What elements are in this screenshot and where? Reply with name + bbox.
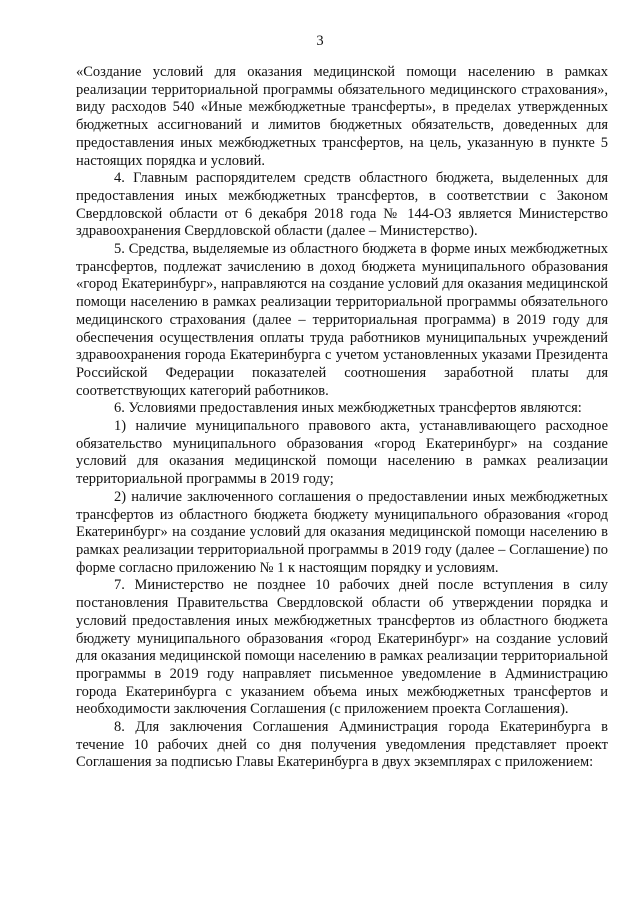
paragraph-condition-1: 1) наличие муниципального правового акта, устанавливающего расходное обязательство муниципального образования «город Екатеринбург» на создание условий для оказания медицинской помощи населению в рамках реализации территориальной программы в 2019 году;: [76, 418, 608, 488]
document-body: [76, 64, 608, 772]
paragraph-clause-7: 7. Министерство не позднее 10 рабочих дней после вступления в силу постановления Правительства Свердловской области об утверждении порядка и условий предоставления иных межбюджетных трансфертов из областного бюджета бюджету муниципального образования «город Екатеринбург» на создание условий для оказания медицинской помощи населению в рамках реализации территориальной программы в 2019 году направляет письменное уведомление в Администрацию города Екатеринбурга с указанием объема иных межбюджетных трансфертов и необходимости заключения Соглашения (с приложением проекта Соглашения).: [76, 577, 608, 718]
paragraph-continuation: «Создание условий для оказания медицинской помощи населению в рамках реализации территориальной программы обязательного медицинского страхования», виду расходов 540 «Иные межбюджетные трансферты», в пределах утвержденных бюджетных ассигнований и лимитов бюджетных обязательств, доведенных для предоставления иных межбюджетных трансфертов, на цель, указанную в пункте 5 настоящих порядка и условий.: [76, 64, 608, 169]
paragraph-clause-4: 4. Главным распорядителем средств областного бюджета, выделенных для предоставления иных межбюджетных трансфертов, в соответствии с Законом Свердловской области от 6 декабря 2018 года № 144-ОЗ является Министерство здравоохранения Свердловской области (далее – Министерство).: [76, 170, 608, 240]
paragraph-clause-6: 6. Условиями предоставления иных межбюджетных трансфертов являются:: [114, 400, 582, 417]
page-number: 3: [316, 33, 324, 49]
paragraph-clause-8: 8. Для заключения Соглашения Администрация города Екатеринбурга в течение 10 рабочих дней со дня получения уведомления представляет проект Соглашения за подписью Главы Екатеринбурга в двух экземплярах с приложением:: [76, 719, 608, 771]
paragraph-clause-5: 5. Средства, выделяемые из областного бюджета в форме иных межбюджетных трансфертов, подлежат зачислению в доход бюджета муниципального образования «город Екатеринбург», направляются на создание условий для оказания медицинской помощи населению в рамках реализации территориальной программы обязательного медицинского страхования (далее – территориальная программа) в 2019 году для обеспечения осуществления оплаты труда работников муниципальных учреждений здравоохранения города Екатеринбурга с учетом установленных указами Президента Российской Федерации показателей соотношения заработной платы для соответствующих категорий работников.: [76, 241, 608, 399]
paragraph-condition-2: 2) наличие заключенного соглашения о предоставлении иных межбюджетных трансфертов из областного бюджета бюджету муниципального образования «город Екатеринбург» на создание условий для оказания медицинской помощи населению в рамках реализации территориальной программы в 2019 году (далее – Соглашение) по форме согласно приложению № 1 к настоящим порядку и условиям.: [76, 488, 608, 576]
